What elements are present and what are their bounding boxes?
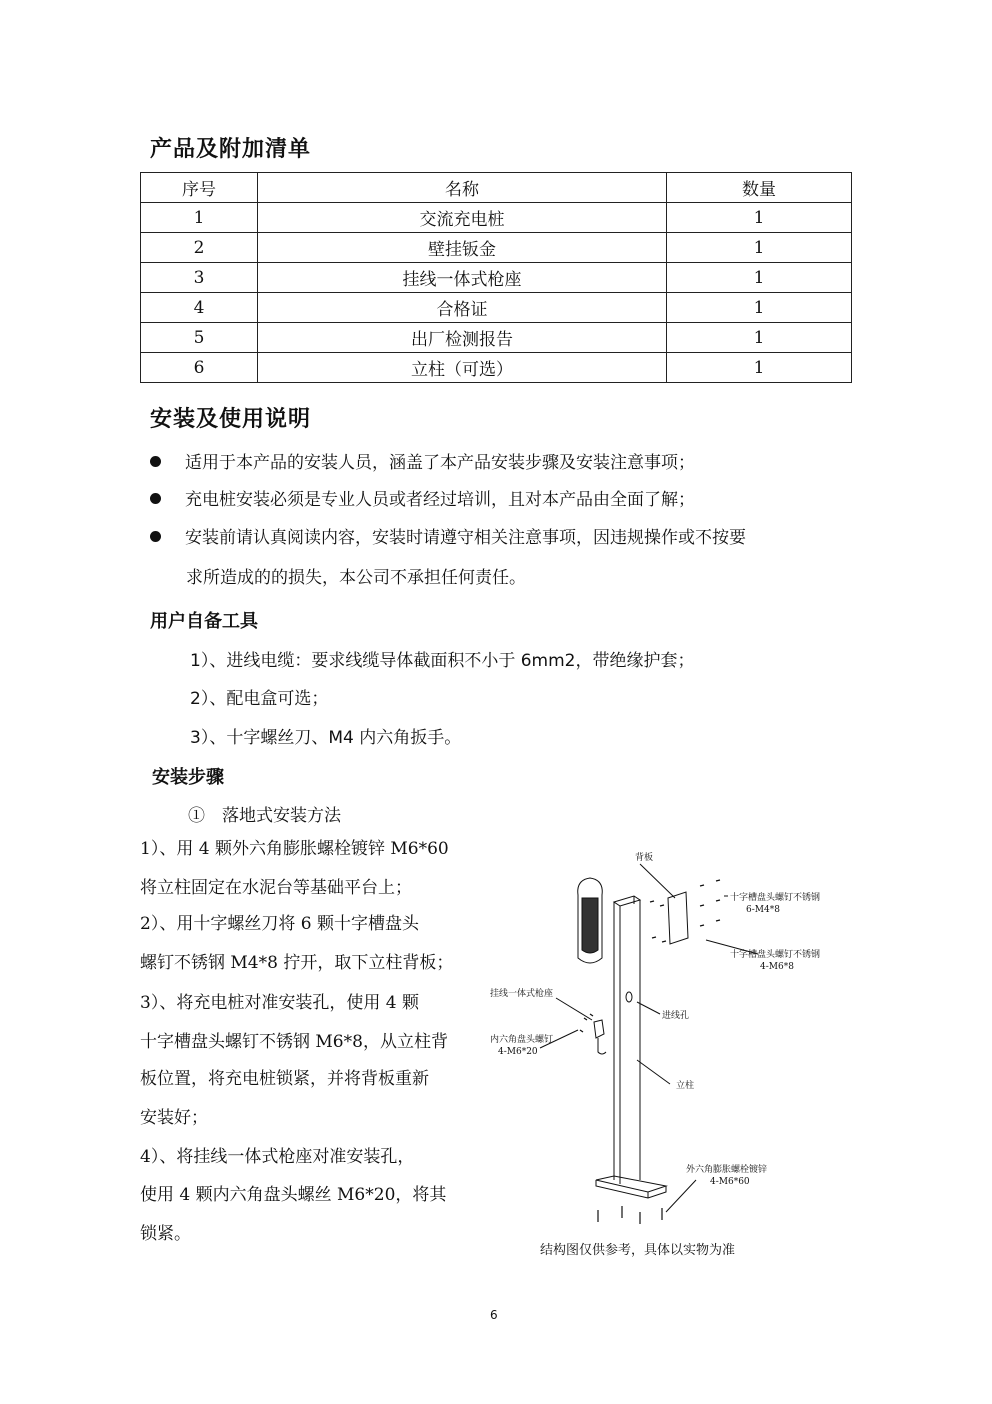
label-backplate: 背板	[635, 853, 654, 863]
bullet-item	[150, 521, 746, 555]
tool-item: 3）、十字螺丝刀、M4 内六角扳手。	[190, 728, 462, 748]
bullet-text: 安装前请认真阅读内容，安装时请遵守相关注意事项，因违规操作或不按要	[185, 528, 746, 548]
table-cell: 4	[141, 293, 258, 323]
table-cell: 1	[667, 353, 852, 383]
label-inlet: 进线孔	[662, 1011, 690, 1021]
table-cell: 出厂检测报告	[258, 323, 667, 353]
table-cell: 1	[141, 203, 258, 233]
table-row	[141, 203, 852, 233]
table-row	[141, 293, 852, 323]
step-line: 4）、将挂线一体式枪座对准安装孔，	[140, 1147, 415, 1167]
table-cell: 6	[141, 353, 258, 383]
label-bolt-name: 外六角膨胀螺栓镀锌	[686, 1165, 768, 1175]
table-row	[141, 263, 852, 293]
pillar-top	[614, 896, 640, 906]
page-number: 6	[490, 1308, 498, 1322]
bullet-text: 适用于本产品的安装人员，涵盖了本产品安装步骤及安装注意事项；	[185, 453, 695, 473]
steps-title: 安装步骤	[152, 767, 224, 788]
label-screw-b-spec: 4-M6*8	[760, 962, 794, 972]
table-header-row	[141, 173, 852, 203]
label-screw-a-name: 十字槽盘头螺钉不锈钢	[730, 893, 821, 903]
tools-title: 用户自备工具	[150, 611, 258, 632]
table-cell: 1	[667, 263, 852, 293]
table-cell: 5	[141, 323, 258, 353]
tool-item: 1）、进线电缆：要求线缆导体截面积不小于 6mm2，带绝缘护套；	[190, 651, 695, 671]
table-cell: 挂线一体式枪座	[258, 263, 667, 293]
gun-holder-hook	[598, 1038, 606, 1054]
gun-holder	[594, 1020, 604, 1038]
label-pillar: 立柱	[676, 1081, 695, 1091]
table-cell: 立柱（可选）	[258, 353, 667, 383]
bullet-dot-icon	[150, 456, 161, 467]
header-cell: 名称	[258, 173, 667, 203]
table-cell: 1	[667, 323, 852, 353]
label-bolt-spec: 4-M6*60	[710, 1177, 750, 1187]
table-row	[141, 323, 852, 353]
table-row	[141, 233, 852, 263]
step-line: 1）、用 4 颗外六角膨胀螺栓镀锌 M6*60	[140, 839, 449, 859]
table-cell: 1	[667, 203, 852, 233]
label-screw-a-spec: 6-M4*8	[746, 905, 780, 915]
bullet-dot-icon	[150, 493, 161, 504]
step-line: 板位置，将充电桩锁紧，并将背板重新	[140, 1069, 429, 1089]
step-line: 将立柱固定在水泥台等基础平台上；	[140, 878, 412, 898]
diagram-caption: 结构图仅供参考，具体以实物为准	[540, 1243, 736, 1258]
charger-screen	[582, 898, 598, 953]
step-line: 锁紧。	[140, 1224, 191, 1244]
step-line: 3）、将充电桩对准安装孔，使用 4 颗	[140, 993, 419, 1013]
label-hex-screw-name: 内六角盘头螺钉	[490, 1035, 554, 1045]
table-row	[141, 353, 852, 383]
step-line: 使用 4 颗内六角盘头螺丝 M6*20，将其	[140, 1185, 447, 1205]
installation-structure-diagram	[490, 840, 840, 1270]
table-cell: 1	[667, 233, 852, 263]
backplate	[668, 892, 688, 944]
bullet-dot-icon	[150, 531, 161, 542]
bullet-item	[150, 483, 695, 517]
step-line: 2）、用十字螺丝刀将 6 颗十字槽盘头	[140, 914, 419, 934]
tool-item: 2）、配电盒可选；	[190, 689, 329, 709]
header-cell: 数量	[667, 173, 852, 203]
list-title: 产品及附加清单	[150, 137, 312, 162]
table-cell: 3	[141, 263, 258, 293]
inlet-hole	[626, 992, 632, 1002]
usage-title: 安装及使用说明	[150, 407, 312, 432]
method-title: ① 落地式安装方法	[188, 806, 341, 826]
product-list-table	[140, 172, 852, 383]
bullet-text: 充电桩安装必须是专业人员或者经过培训，且对本产品由全面了解；	[185, 490, 695, 510]
label-gun-holder: 挂线一体式枪座	[490, 989, 554, 999]
bullet-continuation: 求所造成的的损失，本公司不承担任何责任。	[186, 568, 526, 588]
label-screw-b-name: 十字槽盘头螺钉不锈钢	[730, 950, 821, 960]
step-line: 安装好；	[140, 1108, 208, 1128]
table-cell: 2	[141, 233, 258, 263]
table-cell: 1	[667, 293, 852, 323]
step-line: 螺钉不锈钢 M4*8 拧开，取下立柱背板；	[140, 953, 454, 973]
table-cell: 壁挂钣金	[258, 233, 667, 263]
header-cell: 序号	[141, 173, 258, 203]
pillar-base	[596, 1176, 666, 1192]
bullet-item	[150, 446, 695, 480]
label-hex-screw-spec: 4-M6*20	[498, 1047, 538, 1057]
step-line: 十字槽盘头螺钉不锈钢 M6*8，从立柱背	[140, 1032, 448, 1052]
table-cell: 交流充电桩	[258, 203, 667, 233]
table-cell: 合格证	[258, 293, 667, 323]
